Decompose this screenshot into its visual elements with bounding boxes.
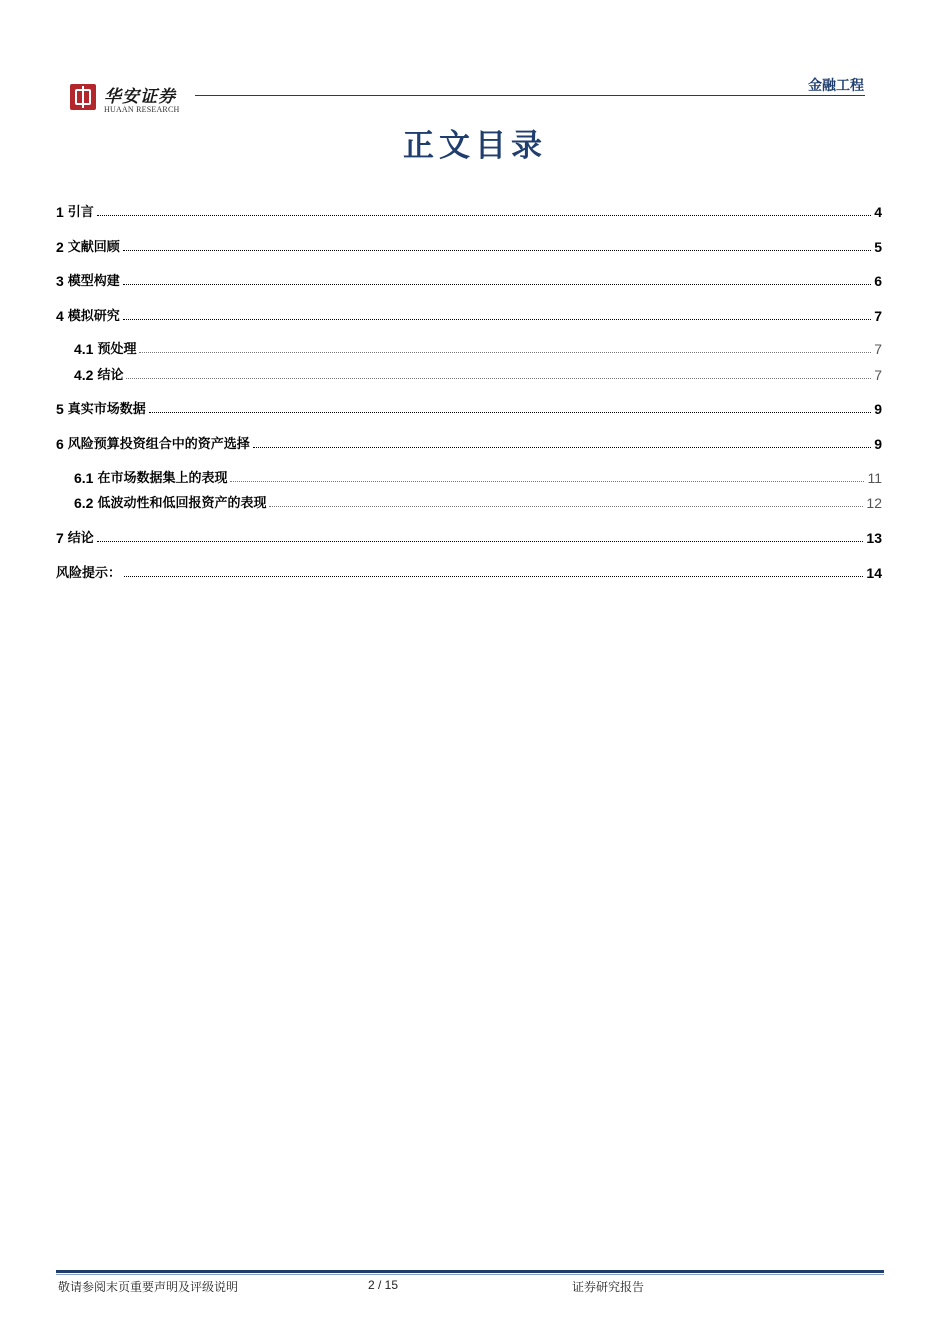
toc-entry-number: 4.2 bbox=[74, 367, 94, 383]
toc-entry-number: 4 bbox=[56, 308, 64, 324]
toc-entry-page: 6 bbox=[874, 273, 882, 289]
toc-entry[interactable] bbox=[56, 524, 882, 546]
toc-leader-dots bbox=[123, 249, 871, 251]
logo-english-name: HUAAN RESEARCH bbox=[104, 105, 180, 114]
toc-leader-dots bbox=[230, 480, 864, 482]
company-logo bbox=[70, 80, 200, 120]
toc-entry[interactable] bbox=[56, 302, 882, 324]
toc-leader-dots bbox=[269, 505, 863, 507]
toc-entry-title: 风险预算投资组合中的资产选择 bbox=[67, 437, 250, 452]
toc-entry-number: 4.1 bbox=[74, 341, 94, 357]
toc-leader-dots bbox=[149, 411, 871, 413]
toc-entry-page: 4 bbox=[874, 204, 882, 220]
toc-entry[interactable] bbox=[56, 267, 882, 289]
toc-leader-dots bbox=[253, 446, 871, 448]
logo-chinese-name: 华安证券 bbox=[104, 87, 176, 107]
toc-entry-title: 在市场数据集上的表现 bbox=[97, 471, 228, 486]
toc-entry-title: 真实市场数据 bbox=[67, 402, 146, 417]
logo-seal-icon bbox=[70, 84, 96, 110]
toc-leader-dots bbox=[123, 283, 871, 285]
toc-leader-dots bbox=[97, 214, 871, 216]
toc-entry[interactable] bbox=[56, 464, 882, 486]
toc-entry-page: 7 bbox=[874, 341, 882, 357]
toc-entry-page: 11 bbox=[867, 470, 882, 486]
toc-entry-page: 9 bbox=[874, 436, 882, 452]
toc-leader-dots bbox=[126, 377, 871, 379]
page-title: 正文目录 bbox=[403, 128, 547, 164]
toc-entry-page: 12 bbox=[866, 495, 882, 511]
toc-entry-title: 引言 bbox=[67, 205, 94, 220]
toc-entry-number: 1 bbox=[56, 204, 64, 220]
toc-entry[interactable] bbox=[56, 559, 882, 581]
toc-entry[interactable] bbox=[56, 198, 882, 220]
footer-divider bbox=[56, 1270, 884, 1273]
toc-entry-number: 2 bbox=[56, 239, 64, 255]
toc-leader-dots bbox=[97, 540, 864, 542]
toc-entry-title: 结论 bbox=[67, 531, 94, 546]
toc-entry-page: 7 bbox=[874, 308, 882, 324]
report-type: 证券研究报告 bbox=[572, 1280, 645, 1294]
toc-entry[interactable] bbox=[56, 335, 882, 357]
toc-leader-dots bbox=[139, 351, 871, 353]
toc-entry[interactable] bbox=[56, 395, 882, 417]
toc-entry[interactable] bbox=[56, 489, 882, 511]
toc-entry-number: 5 bbox=[56, 401, 64, 417]
toc-entry-title: 模型构建 bbox=[67, 274, 120, 289]
toc-entry-page: 5 bbox=[874, 239, 882, 255]
toc-entry[interactable] bbox=[56, 233, 882, 255]
toc-entry-title: 文献回顾 bbox=[67, 240, 120, 255]
toc-entry-page: 14 bbox=[866, 565, 882, 581]
toc-entry-title: 低波动性和低回报资产的表现 bbox=[97, 496, 267, 511]
page-header bbox=[0, 0, 950, 120]
toc-entry-page: 9 bbox=[874, 401, 882, 417]
footer-divider-thin bbox=[56, 1274, 884, 1275]
toc-leader-dots bbox=[123, 318, 871, 320]
toc-entry-number: 6.2 bbox=[74, 495, 94, 511]
toc-entry-title: 风险提示： bbox=[56, 566, 122, 581]
page-indicator: 2 / 15 bbox=[368, 1278, 399, 1292]
toc-entry-title: 结论 bbox=[97, 368, 124, 383]
footer-disclaimer: 敬请参阅末页重要声明及评级说明 bbox=[58, 1280, 239, 1294]
toc-entry-page: 7 bbox=[874, 367, 882, 383]
toc-entry[interactable] bbox=[56, 430, 882, 452]
toc-entry[interactable] bbox=[56, 361, 882, 383]
toc-leader-dots bbox=[124, 575, 863, 577]
toc-entry-number: 6 bbox=[56, 436, 64, 452]
section-tag: 金融工程 bbox=[808, 78, 864, 94]
toc-entry-number: 3 bbox=[56, 273, 64, 289]
toc-entry-page: 13 bbox=[866, 530, 882, 546]
toc-entry-number: 7 bbox=[56, 530, 64, 546]
toc-entry-number: 6.1 bbox=[74, 470, 94, 486]
toc-entry-title: 预处理 bbox=[97, 342, 137, 357]
toc-entry-title: 模拟研究 bbox=[67, 309, 120, 324]
header-divider bbox=[195, 95, 865, 96]
